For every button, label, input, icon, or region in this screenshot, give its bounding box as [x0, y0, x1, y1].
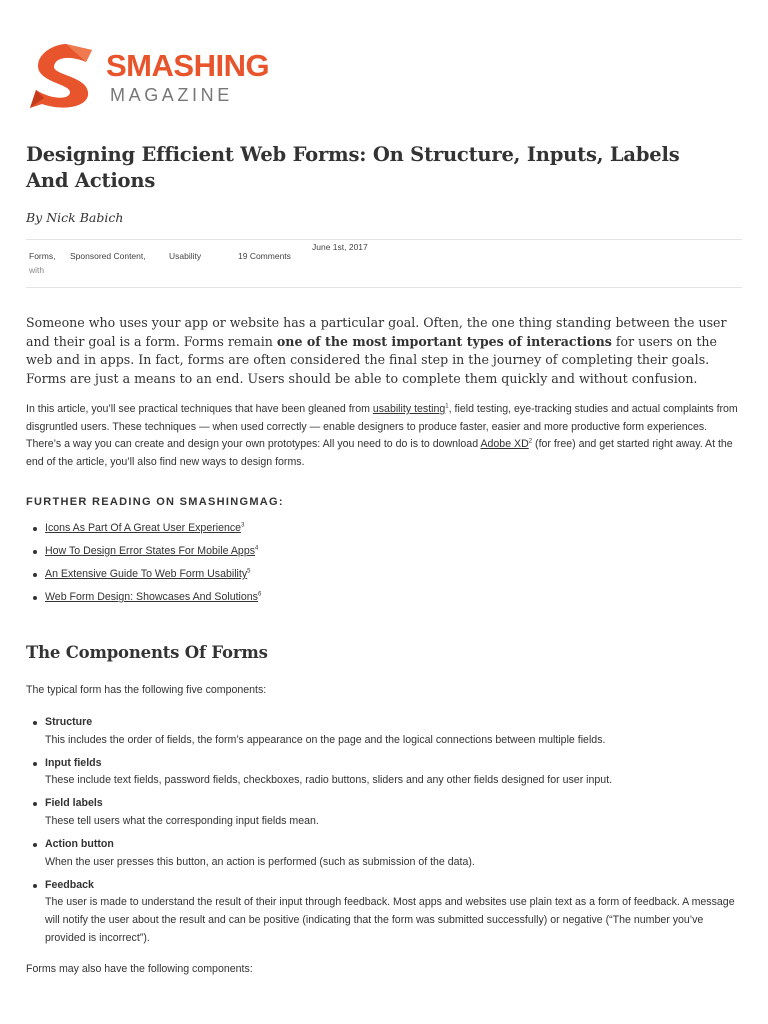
- list-item: [26, 566, 261, 589]
- lead-paragraph: [26, 314, 742, 388]
- meta-with-label: with: [29, 265, 45, 275]
- article-byline: By Nick Babich: [26, 210, 124, 225]
- list-item: [26, 714, 742, 749]
- logo-wordmark-magazine: MAGAZINE: [110, 85, 233, 105]
- list-item: [26, 755, 742, 790]
- component-term: Field labels: [45, 797, 103, 810]
- smashing-s-logo-icon: [26, 42, 102, 110]
- footnote-ref-2[interactable]: 2: [528, 438, 533, 445]
- further-reading-link[interactable]: Web Form Design: Showcases And Solutions: [45, 591, 258, 603]
- component-description: When the user presses this button, an action is performed (such as submission of the data).: [45, 855, 475, 868]
- lead-emphasis: one of the most important types of interactions: [276, 333, 612, 349]
- lead-text-2: for users on the web and in apps. In fact, forms are often considered the final step in the journey of completing their goals. Forms are just a means to an end. Users should be able to complete them quickly and without confusion.: [26, 333, 717, 386]
- usability-testing-link[interactable]: usability testing: [372, 403, 446, 415]
- intro-text-1: In this article, you’ll see practical techniques that have been gleaned from: [26, 403, 373, 415]
- list-item: [26, 543, 261, 566]
- section-heading: The Components Of Forms: [26, 643, 268, 662]
- list-item: [26, 877, 742, 947]
- comments-link[interactable]: 19 Comments: [238, 251, 291, 261]
- list-item: [26, 589, 261, 612]
- component-description: These include text fields, password fields, checkboxes, radio buttons, sliders and any other fields designed for user input.: [45, 774, 613, 787]
- list-item: [26, 795, 742, 830]
- list-item: [26, 520, 261, 543]
- intro-paragraph: [26, 401, 742, 471]
- component-description: This includes the order of fields, the form’s appearance on the page and the logical connections between multiple fields.: [45, 733, 606, 746]
- footnote-ref[interactable]: 4: [255, 545, 259, 552]
- category-link-forms[interactable]: Forms,: [29, 251, 56, 261]
- site-logo[interactable]: [26, 42, 306, 110]
- category-link-usability[interactable]: Usability: [169, 251, 202, 261]
- article-title: Designing Efficient Web Forms: On Structure, Inputs, Labels And Actions: [26, 143, 680, 192]
- further-reading-heading: FURTHER READING ON SMASHINGMAG:: [26, 496, 284, 508]
- component-term: Input fields: [45, 756, 102, 769]
- further-reading-list: [26, 520, 261, 612]
- component-description: The user is made to understand the result of their input through feedback. Most apps and websites use plain text as a form of feedback. A message will notify the user about the result and can be positive (indicating that the form was submitted successfully) or negative (“The number you’ve provided is incorrect”).: [45, 896, 735, 944]
- components-intro: The typical form has the following five components:: [26, 684, 267, 696]
- component-term: Feedback: [45, 878, 94, 891]
- footnote-ref-1[interactable]: 1: [445, 403, 449, 410]
- logo-wordmark-smashing: SMASHING: [106, 48, 270, 83]
- footnote-ref[interactable]: 6: [257, 591, 262, 598]
- further-reading-link[interactable]: An Extensive Guide To Web Form Usability: [45, 568, 248, 580]
- component-term: Structure: [45, 716, 93, 728]
- intro-text-3: (for free) and get started right away. At the end of the article, you’ll also find new ways to design forms.: [26, 438, 733, 468]
- components-outro: Forms may also have the following components:: [26, 963, 253, 975]
- adobe-xd-link[interactable]: Adobe XD: [480, 438, 529, 451]
- component-description: These tell users what the corresponding input fields mean.: [45, 814, 319, 827]
- list-item: [26, 836, 742, 871]
- article-meta-bar: [26, 239, 742, 288]
- publish-date: June 1st, 2017: [312, 242, 368, 252]
- further-reading-link[interactable]: How To Design Error States For Mobile Apps: [45, 545, 256, 557]
- component-term: Action button: [45, 838, 114, 851]
- lead-text-1: Someone who uses your app or website has a particular goal. Often, the one thing standing between the user and their goal is a form. Forms remain: [26, 315, 727, 349]
- intro-text-2: , field testing, eye-tracking studies and actual complaints from disgruntled users. These techniques — when used correctly — enable designers to produce faster, easier and more productive form experiences. There’s a way you can create and design your own prototypes: All you need to do is to download: [26, 403, 738, 451]
- footnote-ref[interactable]: 5: [247, 568, 251, 575]
- components-list: [26, 714, 742, 953]
- footnote-ref[interactable]: 3: [241, 522, 245, 529]
- further-reading-link[interactable]: Icons As Part Of A Great User Experience: [45, 522, 242, 534]
- category-link-sponsored-content[interactable]: Sponsored Content,: [70, 251, 146, 261]
